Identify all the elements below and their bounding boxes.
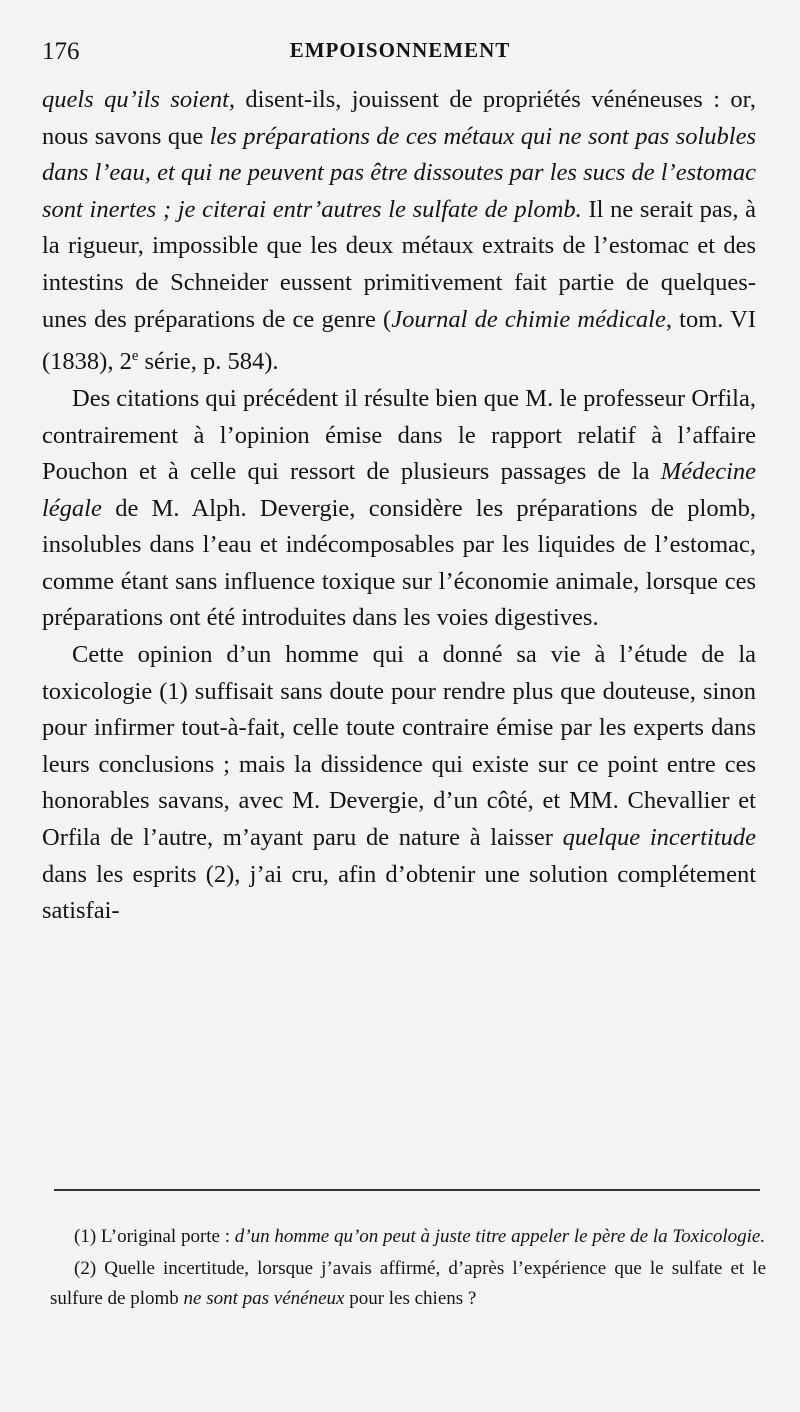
italic-text: d’un homme qu’on peut à juste titre appeler le père de la Toxicologie. — [234, 1226, 766, 1247]
italic-text: ne sont pas vénéneux — [183, 1288, 345, 1309]
paragraph-3 — [42, 637, 756, 930]
page-header — [40, 38, 760, 78]
text-run: dans les esprits (2), j’ai cru, afin d’obtenir une solution complétement satisfai- — [42, 860, 756, 925]
italic-text: quelque incertitude — [562, 824, 756, 852]
text-run: disent-ils, jouissent de propriétés vénéneuses : or, nous savons que — [42, 86, 756, 150]
paragraph-1 — [42, 82, 756, 381]
journal-title: Journal de chimie médicale — [391, 305, 666, 333]
footnotes — [50, 1222, 766, 1316]
italic-text: les préparations de ces métaux qui ne sont pas solubles dans l’eau, et qui ne peuvent pas être dissoutes par les sucs de l’estomac sont inertes ; je citerai entr’autres le sulfate de plomb. — [42, 122, 756, 223]
text-run: de M. Alph. Devergie, considère les préparations de plomb, insolubles dans l’eau et indécomposables par les liquides de l’estomac, comme étant sans influence toxique sur l’économie animale, lorsque ces préparations ont été introduites dans les voies digestives. — [42, 494, 756, 632]
text-run: Des citations qui précédent il résulte bien que M. le professeur Orfila, contrairement à l’opinion émise dans le rapport relatif à l’affaire Pouchon et à celle qui ressort de plusieurs passages de la — [42, 384, 756, 486]
body-text — [42, 82, 756, 930]
paragraph-2 — [42, 381, 756, 637]
superscript: e — [131, 348, 139, 365]
text-run: pour les chiens ? — [344, 1288, 477, 1309]
running-title: EMPOISONNEMENT — [289, 38, 511, 62]
italic-text: quels qu’ils soient, — [42, 86, 235, 113]
book-title: Médecine légale — [42, 458, 756, 522]
text-run: (2) Quelle incertitude, lorsque j’avais affirmé, d’après l’expérience que le sulfate et le sulfure de plomb — [50, 1258, 766, 1309]
text-run: Cette opinion d’un homme qui a donné sa vie à l’étude de la toxicologie (1) suffisait sans doute pour rendre plus que douteuse, sinon pour infirmer tout-à-fait, celle toute contraire émise par les experts dans leurs conclusions ; mais la dissidence qui existe sur ce point entre ces honorables savans, avec M. Devergie, d’un côté, et MM. Chevallier et Orfila de l’autre, m’ayant paru de nature à laisser — [42, 641, 756, 852]
text-run: (1) L’original porte : — [74, 1226, 235, 1247]
text-run: série, p. 584). — [138, 348, 279, 376]
footnote-divider — [54, 1189, 760, 1191]
text-run: , tom. VI (1838), 2 — [42, 305, 756, 376]
page-number: 176 — [42, 38, 80, 65]
text-run: Il ne serait pas, à la rigueur, impossible que les deux métaux extraits de l’estomac et des intestins de Schneider eussent primitivement fait partie de quelques-unes des préparations de ce genre ( — [42, 195, 757, 333]
footnote-2 — [50, 1254, 766, 1314]
footnote-1 — [50, 1222, 766, 1252]
